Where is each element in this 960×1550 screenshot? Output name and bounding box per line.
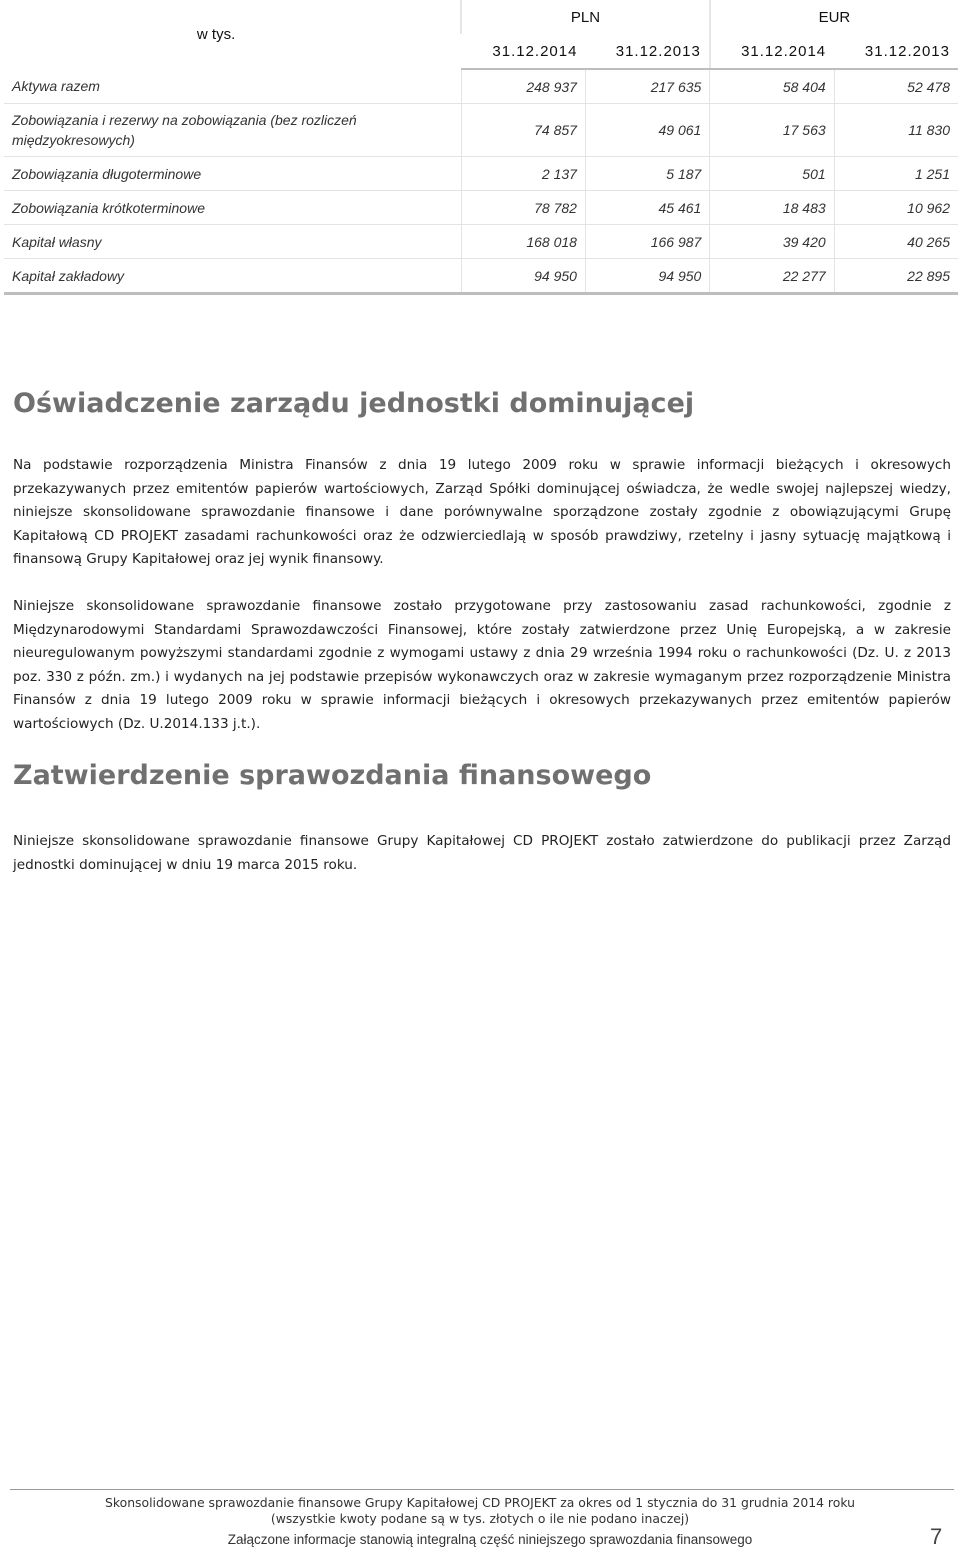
cell-value: 1 251: [834, 157, 958, 191]
row-label: Zobowiązania długoterminowe: [4, 157, 461, 191]
currency-header-pln: PLN: [461, 0, 710, 34]
cell-value: 17 563: [710, 104, 834, 157]
paragraph: Niniejsze skonsolidowane sprawozdanie finansowe zostało przygotowane przy zastosowaniu zasad rachunkowości, zgodnie z Międzynarodowymi Standardami Sprawozdawczości Finansowej, które zostały zatwierdzone przez Unię Europejską, a w zakresie nieuregulowanym powyższymi standardami zgodnie z wymogami ustawy z dnia 29 września 1994 roku o rachunkowości (Dz. U. z 2013 poz. 330 z późn. zm.) i wydanych na jej podstawie przepisów wykonawczych oraz w zakresie wymaganym przez rozporządzenie Ministra Finansów z dnia 19 lutego 2009 roku w sprawie informacji bieżących i okresowych przekazywanych przez emitentów papierów wartościowych (Dz. U.2014.133 j.t.).: [13, 598, 951, 732]
date-header: 31.12.2013: [834, 34, 958, 69]
table-row: [4, 191, 958, 225]
table-row: [4, 69, 958, 104]
table-row: [4, 225, 958, 259]
cell-value: 10 962: [834, 191, 958, 225]
cell-value: 74 857: [461, 104, 585, 157]
unit-label: w tys.: [196, 26, 236, 43]
date-header: 31.12.2013: [585, 34, 709, 69]
footer-note: (wszystkie kwoty podane są w tys. złotych o ile nie podano inaczej): [270, 1511, 690, 1526]
footer-divider: [10, 1489, 954, 1490]
cell-value: 45 461: [585, 191, 709, 225]
cell-value: 94 950: [585, 259, 709, 294]
cell-value: 52 478: [834, 69, 958, 104]
table-header-currency-row: [4, 0, 958, 34]
page-number: 7: [930, 1524, 943, 1549]
cell-value: 22 277: [710, 259, 834, 294]
row-label: Aktywa razem: [4, 69, 461, 104]
cell-value: 166 987: [585, 225, 709, 259]
footer-disclaimer: Załączone informacje stanowią integralną część niniejszego sprawozdania finansowego: [227, 1532, 753, 1547]
table-row: [4, 157, 958, 191]
paragraph: Niniejsze skonsolidowane sprawozdanie finansowe Grupy Kapitałowej CD PROJEKT zostało zatwierdzone do publikacji przez Zarząd jednostki dominującej w dniu 19 marca 2015 roku.: [13, 833, 951, 873]
cell-value: 217 635: [585, 69, 709, 104]
date-header: 31.12.2014: [710, 34, 834, 69]
cell-value: 168 018: [461, 225, 585, 259]
cell-value: 5 187: [585, 157, 709, 191]
cell-value: 18 483: [710, 191, 834, 225]
financial-summary-table: [4, 0, 958, 295]
cell-value: 78 782: [461, 191, 585, 225]
row-label: Zobowiązania krótkoterminowe: [4, 191, 461, 225]
section-heading-approval: Zatwierdzenie sprawozdania finansowego: [13, 760, 652, 791]
cell-value: 11 830: [834, 104, 958, 157]
cell-value: 248 937: [461, 69, 585, 104]
cell-value: 39 420: [710, 225, 834, 259]
section-heading-management-statement: Oświadczenie zarządu jednostki dominującej: [13, 388, 695, 419]
table-row: [4, 259, 958, 294]
paragraph: Na podstawie rozporządzenia Ministra Finansów z dnia 19 lutego 2009 roku w sprawie informacji bieżących i okresowych przekazywanych przez emitentów papierów wartościowych, Zarząd Spółki dominującej oświadcza, że wedle swojej najlepszej wiedzy, niniejsze skonsolidowane sprawozdanie finansowe i dane porównywalne sporządzone zostały zgodnie z obowiązującymi Grupę Kapitałową CD PROJEKT zasadami rachunkowości oraz że odzwierciedlają w sposób prawdziwy, rzetelny i jasny sytuację majątkową i finansową Grupy Kapitałowej oraz jej wynik finansowy.: [13, 457, 951, 568]
footer-title: Skonsolidowane sprawozdanie finansowe Grupy Kapitałowej CD PROJEKT za okres od 1 stycznia do 31 grudnia 2014 roku: [105, 1495, 855, 1510]
table-row: [4, 104, 958, 157]
cell-value: 49 061: [585, 104, 709, 157]
row-label: Kapitał zakładowy: [4, 259, 461, 294]
date-header: 31.12.2014: [461, 34, 585, 69]
cell-value: 501: [710, 157, 834, 191]
cell-value: 58 404: [710, 69, 834, 104]
cell-value: 22 895: [834, 259, 958, 294]
currency-header-eur: EUR: [710, 0, 958, 34]
cell-value: 94 950: [461, 259, 585, 294]
row-label: Kapitał własny: [4, 225, 461, 259]
cell-value: 40 265: [834, 225, 958, 259]
row-label: Zobowiązania i rezerwy na zobowiązania (bez rozliczeń międzyokresowych): [4, 104, 461, 157]
cell-value: 2 137: [461, 157, 585, 191]
